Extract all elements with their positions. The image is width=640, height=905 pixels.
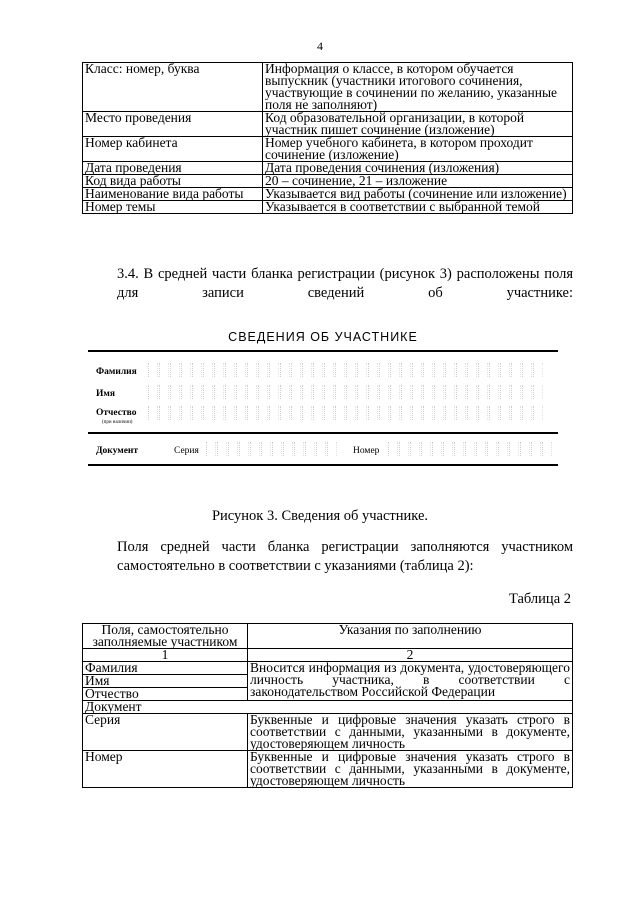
field-description-cell: Указывается в соответствии с выбранной темой — [263, 201, 573, 214]
input-cell[interactable] — [379, 363, 389, 377]
figure-top-rule — [88, 350, 558, 352]
input-cell[interactable] — [280, 363, 290, 377]
input-cell[interactable] — [509, 442, 519, 456]
input-cell[interactable] — [456, 385, 466, 399]
input-cell[interactable] — [291, 385, 301, 399]
input-cell[interactable] — [170, 385, 180, 399]
field-name-cell: Место проведения — [83, 112, 263, 137]
input-cell[interactable] — [294, 442, 304, 456]
input-cell[interactable] — [302, 363, 312, 377]
input-cell[interactable] — [228, 442, 238, 456]
field-name-cell: Код вида работы — [83, 175, 263, 188]
input-cell[interactable] — [434, 363, 444, 377]
input-cell[interactable] — [489, 406, 499, 420]
input-cell[interactable] — [379, 385, 389, 399]
name-cells[interactable] — [148, 385, 544, 399]
input-cell[interactable] — [390, 385, 400, 399]
table-row — [83, 112, 573, 137]
input-cell[interactable] — [498, 442, 508, 456]
table-row — [83, 201, 573, 214]
input-cell[interactable] — [401, 363, 411, 377]
input-cell[interactable] — [283, 442, 293, 456]
input-cell[interactable] — [511, 385, 521, 399]
input-cell[interactable] — [478, 406, 488, 420]
input-cell[interactable] — [478, 385, 488, 399]
input-cell[interactable] — [327, 442, 337, 456]
input-cell[interactable] — [192, 363, 202, 377]
identity-instruction: Вносится информация из документа, удостоверяющего личность участника, в соответствии с законодательством Российской Федерации — [248, 662, 573, 701]
field-name-cell: Наименование вида работы — [83, 188, 263, 201]
field-description-cell: Номер учебного кабинета, в котором проходит сочинение (изложение) — [263, 137, 573, 162]
input-cell[interactable] — [379, 406, 389, 420]
input-cell[interactable] — [445, 406, 455, 420]
input-cell[interactable] — [192, 385, 202, 399]
input-cell[interactable] — [313, 406, 323, 420]
input-cell[interactable] — [412, 406, 422, 420]
input-cell[interactable] — [280, 406, 290, 420]
input-cell[interactable] — [476, 442, 486, 456]
input-cell[interactable] — [159, 363, 169, 377]
input-cell[interactable] — [247, 385, 257, 399]
input-cell[interactable] — [346, 385, 356, 399]
input-cell[interactable] — [269, 406, 279, 420]
input-cell[interactable] — [214, 406, 224, 420]
input-cell[interactable] — [236, 406, 246, 420]
input-cell[interactable] — [258, 363, 268, 377]
figure-label-surname: Фамилия — [96, 367, 137, 377]
input-cell[interactable] — [511, 406, 521, 420]
input-cell[interactable] — [500, 363, 510, 377]
figure-label-series: Серия — [174, 446, 199, 456]
table-row — [83, 662, 573, 675]
surname-cells[interactable] — [148, 363, 544, 377]
input-cell[interactable] — [500, 385, 510, 399]
input-cell[interactable] — [302, 406, 312, 420]
input-cell[interactable] — [445, 385, 455, 399]
input-cell[interactable] — [401, 385, 411, 399]
input-cell[interactable] — [368, 385, 378, 399]
input-cell[interactable] — [170, 406, 180, 420]
input-cell[interactable] — [214, 363, 224, 377]
field-name-cell: Класс: номер, буква — [83, 63, 263, 112]
input-cell[interactable] — [531, 442, 541, 456]
input-cell[interactable] — [346, 363, 356, 377]
input-cell[interactable] — [412, 385, 422, 399]
series-instruction: Буквенные и цифровые значения указать строго в соответствии с данными, указанными в документе, удостоверяющем личность — [248, 714, 573, 751]
field-description-cell: 20 – сочинение, 21 – изложение — [263, 175, 573, 188]
table-row — [83, 751, 573, 788]
input-cell[interactable] — [148, 385, 158, 399]
input-cell[interactable] — [148, 406, 158, 420]
number-instruction: Буквенные и цифровые значения указать строго в соответствии с данными, указанными в документе, удостоверяющем личность — [248, 751, 573, 788]
series-cells[interactable] — [206, 442, 338, 456]
figure-bottom-rule — [88, 464, 558, 466]
input-cell[interactable] — [445, 363, 455, 377]
input-cell[interactable] — [280, 385, 290, 399]
input-cell[interactable] — [434, 406, 444, 420]
field-patronymic: Отчество — [83, 688, 248, 701]
input-cell[interactable] — [390, 363, 400, 377]
number-cells[interactable] — [388, 442, 553, 456]
input-cell[interactable] — [412, 363, 422, 377]
input-cell[interactable] — [247, 363, 257, 377]
input-cell[interactable] — [357, 363, 367, 377]
field-name: Имя — [83, 675, 248, 688]
figure-label-patronymic-note: (при наличии) — [102, 420, 133, 425]
input-cell[interactable] — [423, 385, 433, 399]
input-cell[interactable] — [522, 385, 532, 399]
input-cell[interactable] — [388, 442, 398, 456]
input-cell[interactable] — [291, 406, 301, 420]
input-cell[interactable] — [324, 385, 334, 399]
input-cell[interactable] — [465, 442, 475, 456]
input-cell[interactable] — [159, 385, 169, 399]
participant-fields-table — [82, 623, 573, 788]
table-number-cell: 1 — [83, 649, 248, 662]
figure-mid-rule — [88, 432, 558, 434]
input-cell[interactable] — [324, 406, 334, 420]
input-cell[interactable] — [181, 363, 191, 377]
input-cell[interactable] — [542, 442, 552, 456]
input-cell[interactable] — [148, 363, 158, 377]
input-cell[interactable] — [258, 406, 268, 420]
input-cell[interactable] — [261, 442, 271, 456]
input-cell[interactable] — [390, 406, 400, 420]
input-cell[interactable] — [467, 363, 477, 377]
table-header-row — [83, 624, 573, 649]
input-cell[interactable] — [181, 385, 191, 399]
input-cell[interactable] — [454, 442, 464, 456]
field-name-cell: Номер темы — [83, 201, 263, 214]
table-row — [83, 137, 573, 162]
input-cell[interactable] — [368, 363, 378, 377]
input-cell[interactable] — [522, 363, 532, 377]
figure-label-patronymic: Отчество — [96, 408, 137, 418]
field-series: Серия — [83, 714, 248, 751]
input-cell[interactable] — [357, 406, 367, 420]
input-cell[interactable] — [533, 406, 543, 420]
input-cell[interactable] — [206, 442, 216, 456]
input-cell[interactable] — [316, 442, 326, 456]
page-number: 4 — [317, 39, 323, 53]
input-cell[interactable] — [203, 363, 213, 377]
input-cell[interactable] — [239, 442, 249, 456]
input-cell[interactable] — [269, 385, 279, 399]
table-header-cell: Указания по заполнению — [248, 624, 573, 649]
input-cell[interactable] — [225, 406, 235, 420]
input-cell[interactable] — [478, 363, 488, 377]
registration-fields-table — [82, 62, 573, 214]
input-cell[interactable] — [520, 442, 530, 456]
field-description-cell: Указывается вид работы (сочинение или изложение) — [263, 188, 573, 201]
input-cell[interactable] — [346, 406, 356, 420]
input-cell[interactable] — [368, 406, 378, 420]
input-cell[interactable] — [159, 406, 169, 420]
input-cell[interactable] — [456, 406, 466, 420]
input-cell[interactable] — [313, 363, 323, 377]
field-name-cell: Номер кабинета — [83, 137, 263, 162]
input-cell[interactable] — [305, 442, 315, 456]
paragraph-table2-intro: Поля средней части бланка регистрации заполняются участником самостоятельно в соответствии с указаниями (таблица 2): — [117, 539, 573, 574]
input-cell[interactable] — [181, 406, 191, 420]
input-cell[interactable] — [443, 442, 453, 456]
input-cell[interactable] — [533, 385, 543, 399]
input-cell[interactable] — [335, 406, 345, 420]
input-cell[interactable] — [399, 442, 409, 456]
input-cell[interactable] — [335, 363, 345, 377]
field-number: Номер — [83, 751, 248, 788]
input-cell[interactable] — [500, 406, 510, 420]
field-surname: Фамилия — [83, 662, 248, 675]
input-cell[interactable] — [401, 406, 411, 420]
input-cell[interactable] — [302, 385, 312, 399]
table-header-cell: Поля, самостоятельно заполняемые участником — [83, 624, 248, 649]
input-cell[interactable] — [203, 406, 213, 420]
input-cell[interactable] — [357, 385, 367, 399]
field-document: Документ — [83, 701, 573, 714]
input-cell[interactable] — [324, 363, 334, 377]
input-cell[interactable] — [236, 363, 246, 377]
input-cell[interactable] — [335, 385, 345, 399]
figure-label-document: Документ — [96, 446, 139, 456]
input-cell[interactable] — [258, 385, 268, 399]
input-cell[interactable] — [203, 385, 213, 399]
input-cell[interactable] — [432, 442, 442, 456]
input-cell[interactable] — [522, 406, 532, 420]
input-cell[interactable] — [192, 406, 202, 420]
input-cell[interactable] — [214, 385, 224, 399]
input-cell[interactable] — [225, 363, 235, 377]
patronymic-cells[interactable] — [148, 406, 544, 420]
table2-label: Таблица 2 — [508, 591, 571, 607]
input-cell[interactable] — [456, 363, 466, 377]
input-cell[interactable] — [487, 442, 497, 456]
input-cell[interactable] — [511, 363, 521, 377]
figure-caption: Рисунок 3. Сведения об участнике. — [211, 508, 429, 524]
input-cell[interactable] — [489, 363, 499, 377]
input-cell[interactable] — [250, 442, 260, 456]
input-cell[interactable] — [313, 385, 323, 399]
input-cell[interactable] — [533, 363, 543, 377]
field-description-cell: Код образовательной организации, в которой участник пишет сочинение (изложение) — [263, 112, 573, 137]
input-cell[interactable] — [421, 442, 431, 456]
input-cell[interactable] — [247, 406, 257, 420]
input-cell[interactable] — [489, 385, 499, 399]
table-row — [83, 63, 573, 112]
input-cell[interactable] — [423, 363, 433, 377]
figure-label-name: Имя — [96, 389, 115, 399]
table-row — [83, 714, 573, 751]
input-cell[interactable] — [269, 363, 279, 377]
input-cell[interactable] — [170, 363, 180, 377]
input-cell[interactable] — [434, 385, 444, 399]
figure-title: СВЕДЕНИЯ ОБ УЧАСТНИКЕ — [228, 330, 418, 344]
input-cell[interactable] — [272, 442, 282, 456]
input-cell[interactable] — [236, 385, 246, 399]
field-description-cell: Информация о классе, в котором обучается выпускник (участники итогового сочинения, участвующие в сочинении по желанию, указанные поля не заполняют) — [263, 63, 573, 112]
input-cell[interactable] — [467, 406, 477, 420]
input-cell[interactable] — [291, 363, 301, 377]
input-cell[interactable] — [423, 406, 433, 420]
input-cell[interactable] — [410, 442, 420, 456]
figure-label-number: Номер — [353, 446, 380, 456]
input-cell[interactable] — [225, 385, 235, 399]
table-number-cell: 2 — [248, 649, 573, 662]
input-cell[interactable] — [467, 385, 477, 399]
input-cell[interactable] — [217, 442, 227, 456]
paragraph-3-4: 3.4. В средней части бланка регистрации (рисунок 3) расположены поля для записи сведений об участнике: — [117, 266, 573, 301]
field-name-cell: Дата проведения — [83, 162, 263, 175]
participant-info-figure — [88, 330, 558, 480]
field-description-cell: Дата проведения сочинения (изложения) — [263, 162, 573, 175]
